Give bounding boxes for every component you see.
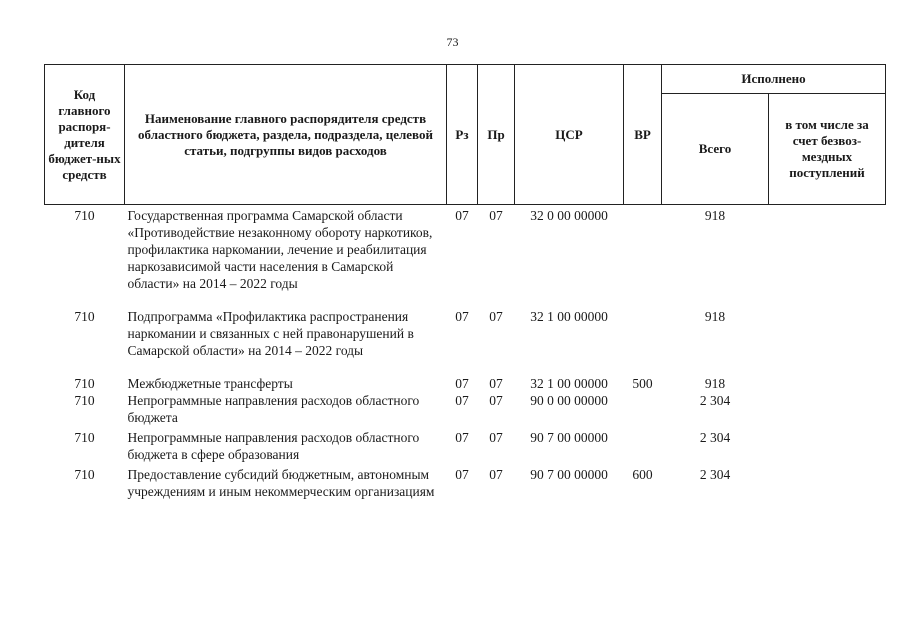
table-row <box>45 375 886 392</box>
cell-pr: 07 <box>489 430 503 445</box>
cell-vr <box>624 205 662 309</box>
cell-total: 918 <box>704 208 726 223</box>
cell-rz: 07 <box>455 376 469 391</box>
table-row <box>45 308 886 375</box>
cell-rz: 07 <box>455 467 469 482</box>
budget-expenditure-table <box>44 64 886 503</box>
table-row <box>45 466 886 503</box>
header-rz: Рз <box>447 65 478 205</box>
cell-rz: 07 <box>455 208 469 223</box>
cell-code: 710 <box>74 467 95 482</box>
header-code: Код главного распоря-дителя бюджет-ных средств <box>45 65 125 205</box>
cell-free-receipts <box>769 375 886 392</box>
header-free-receipts: в том числе за счет безвоз-мездных поступлений <box>769 94 886 205</box>
cell-pr: 07 <box>489 309 503 324</box>
cell-code: 710 <box>74 208 95 223</box>
cell-rz: 07 <box>455 430 469 445</box>
cell-name: Подпрограмма «Профилактика распространения наркомании и связанных с ней правонарушений в Самарской области» на 2014 – 2022 годы <box>127 309 414 358</box>
table-row <box>45 429 886 466</box>
cell-total: 2 304 <box>699 430 731 445</box>
cell-pr: 07 <box>489 208 503 223</box>
page-number: 73 <box>446 35 459 49</box>
cell-vr <box>624 429 662 466</box>
header-csr: ЦСР <box>515 65 624 205</box>
cell-name: Непрограммные направления расходов областного бюджета в сфере образования <box>127 430 420 462</box>
header-vr: ВР <box>624 65 662 205</box>
cell-rz: 07 <box>455 393 469 408</box>
table-header <box>45 65 886 205</box>
cell-total: 2 304 <box>699 467 731 482</box>
cell-free-receipts <box>769 392 886 429</box>
cell-csr: 90 7 00 00000 <box>530 467 608 482</box>
cell-vr: 500 <box>632 376 653 391</box>
cell-csr: 90 0 00 00000 <box>530 393 608 408</box>
header-executed: Исполнено <box>662 65 886 94</box>
cell-code: 710 <box>74 376 95 391</box>
cell-free-receipts <box>769 205 886 309</box>
header-total: Всего <box>662 94 769 205</box>
cell-name: Предоставление субсидий бюджетным, автономным учреждениям и иным некоммерческим организациям <box>127 467 435 499</box>
cell-vr <box>624 308 662 375</box>
header-pr: Пр <box>478 65 515 205</box>
cell-free-receipts <box>769 308 886 375</box>
cell-csr: 90 7 00 00000 <box>530 430 608 445</box>
cell-pr: 07 <box>489 467 503 482</box>
cell-code: 710 <box>74 430 95 445</box>
cell-name: Непрограммные направления расходов областного бюджета <box>127 393 420 425</box>
cell-name: Государственная программа Самарской области «Противодействие незаконному обороту наркотиков, профилактика наркомании, лечение и реабилитация наркозависимой части населения в Самарской области» на 2014 – 2022 годы <box>127 208 433 291</box>
cell-total: 2 304 <box>699 393 731 408</box>
cell-free-receipts <box>769 429 886 466</box>
cell-total: 918 <box>704 309 726 324</box>
cell-csr: 32 0 00 00000 <box>530 208 608 223</box>
cell-pr: 07 <box>489 393 503 408</box>
cell-code: 710 <box>74 393 95 408</box>
cell-vr <box>624 392 662 429</box>
cell-vr: 600 <box>632 467 653 482</box>
table-body <box>45 205 886 504</box>
cell-code: 710 <box>74 309 95 324</box>
cell-name: Межбюджетные трансферты <box>127 376 293 391</box>
header-name: Наименование главного распорядителя средств областного бюджета, раздела, подраздела, целевой статьи, подгруппы видов расходов <box>125 65 447 205</box>
table-row <box>45 392 886 429</box>
cell-rz: 07 <box>455 309 469 324</box>
table-row <box>45 205 886 309</box>
cell-csr: 32 1 00 00000 <box>530 309 608 324</box>
cell-total: 918 <box>704 376 726 391</box>
cell-pr: 07 <box>489 376 503 391</box>
cell-csr: 32 1 00 00000 <box>530 376 608 391</box>
cell-free-receipts <box>769 466 886 503</box>
